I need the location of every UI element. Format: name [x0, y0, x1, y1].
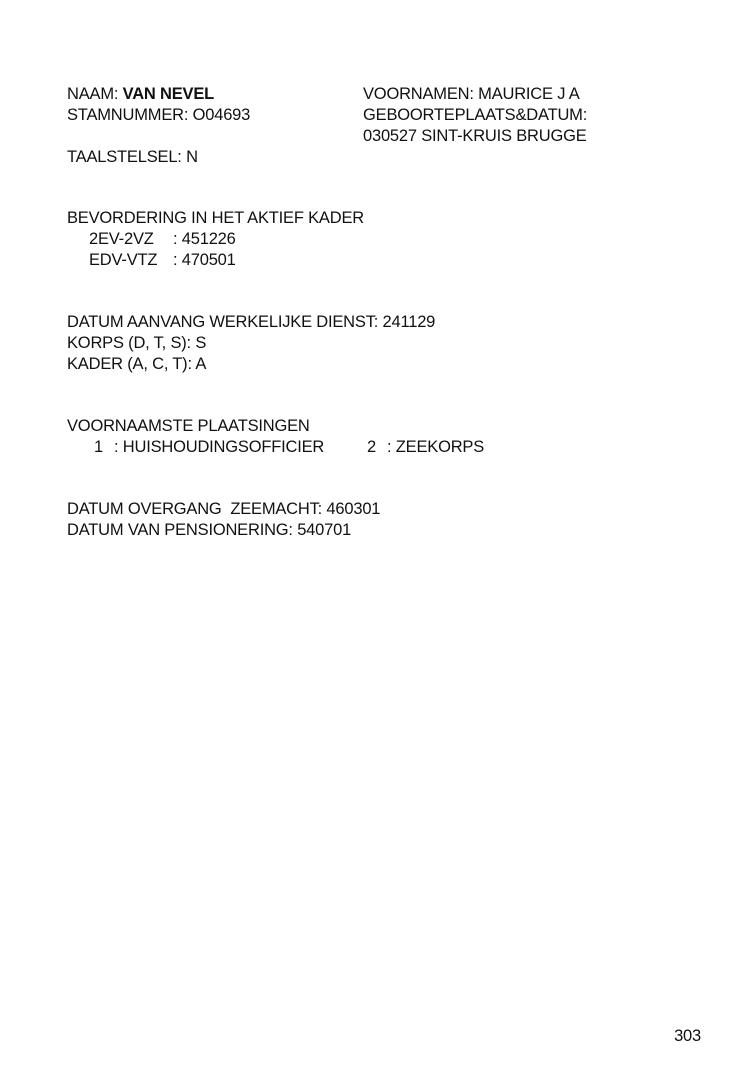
geboorte-value: 030527 SINT-KRUIS BRUGGE [363, 127, 587, 145]
page-number: 303 [674, 1027, 701, 1045]
bevordering-row [89, 229, 236, 249]
bevordering-row [89, 250, 236, 270]
stamnummer-line: STAMNUMMER: O04693 [67, 106, 251, 124]
plaatsing-item [367, 437, 484, 457]
bevordering-date: : 470501 [173, 251, 236, 269]
plaatsing-value: : HUISHOUDINGSOFFICIER [114, 438, 325, 456]
naam-line [67, 84, 214, 104]
plaatsing-value: : ZEEKORPS [387, 438, 485, 456]
kader-line: KADER (A, C, T): A [67, 355, 207, 373]
voornamen-line: VOORNAMEN: MAURICE J A [363, 85, 580, 103]
bevordering-rank: 2EV-2VZ [89, 230, 154, 248]
aanvang-dienst-line: DATUM AANVANG WERKELIJKE DIENST: 241129 [67, 313, 436, 331]
plaatsingen-heading: VOORNAAMSTE PLAATSINGEN [67, 417, 310, 435]
pensionering-line: DATUM VAN PENSIONERING: 540701 [67, 521, 352, 539]
plaatsing-num: 2 [367, 438, 376, 456]
naam-value: VAN NEVEL [122, 85, 215, 103]
plaatsing-num: 1 [94, 438, 103, 456]
naam-label: NAAM: [67, 85, 123, 103]
taalstelsel-line: TAALSTELSEL: N [67, 148, 198, 166]
bevordering-rank: EDV-VTZ [89, 251, 158, 269]
bevordering-heading: BEVORDERING IN HET AKTIEF KADER [67, 209, 364, 227]
overgang-zeemacht-line: DATUM OVERGANG ZEEMACHT: 460301 [67, 500, 381, 518]
plaatsing-item [94, 437, 324, 457]
bevordering-date: : 451226 [173, 230, 236, 248]
geboorte-label: GEBOORTEPLAATS&DATUM: [363, 106, 588, 124]
korps-line: KORPS (D, T, S): S [67, 334, 207, 352]
